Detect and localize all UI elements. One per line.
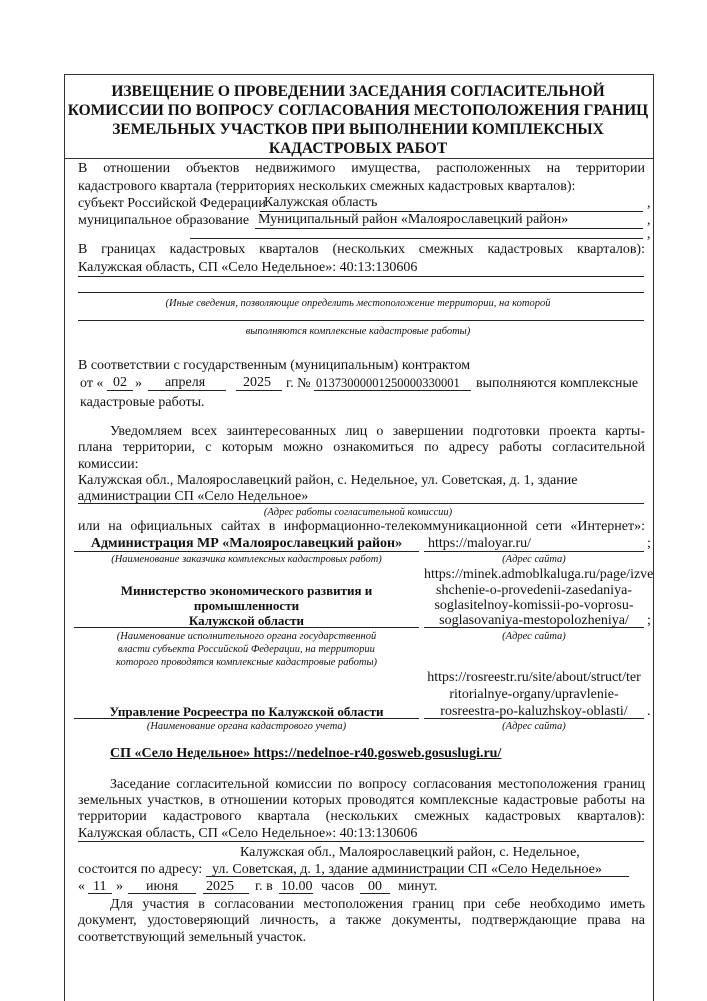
notify-line-2: плана территории, с которым можно ознакомиться по адресу работы согласительной: [78, 440, 645, 455]
other-info-caption-2: выполняются комплексные кадастровые работы): [245, 326, 471, 337]
meeting-min: 00: [368, 879, 382, 894]
meeting-quarter-underline: [78, 841, 644, 842]
meeting-year-underline: [203, 893, 249, 894]
contract-line-1: В соответствии с государственным (муниципальным) контрактом: [78, 358, 471, 373]
ministry-line-1: Министерство экономического развития и: [120, 583, 373, 598]
meeting-address-1: Калужская обл., Малоярославецкий район, с. Недельное,: [240, 845, 580, 860]
sp-site-link[interactable]: СП «Село Недельное» https://nedelnoe-r40.gosweb.gosuslugi.ru/: [110, 746, 502, 761]
quarter-value: Калужская область, СП «Село Недельное»: 40:13:130606: [78, 260, 418, 275]
ministry-site-2[interactable]: shchenie-o-provedenii-zasedaniya-: [436, 583, 632, 598]
address-caption: (Адрес работы согласительной комиссии): [263, 507, 453, 518]
meeting-quarter: Калужская область, СП «Село Недельное»: 40:13:130606: [78, 826, 418, 841]
rosreestr-period: .: [647, 704, 651, 719]
rosreestr-site-3[interactable]: rosreestra-po-kaluzhskoy-oblasti/: [440, 704, 628, 719]
municipal-underline: [255, 228, 643, 229]
final-line-3: соответствующий земельный участок.: [78, 930, 307, 945]
meeting-line-1: Заседание согласительной комиссии по вопросу согласования местоположения границ: [110, 777, 645, 792]
address-line-2: администрации СП «Село Недельное»: [78, 489, 309, 504]
ministry-semicolon: ;: [647, 613, 651, 628]
other-info-underline-2: [78, 320, 644, 321]
ministry-line-3: Калужской области: [188, 613, 305, 628]
intro-line-2: кадастрового квартала (территориях нескольких смежных кадастровых кварталов):: [78, 179, 576, 194]
blank-underline: [190, 238, 643, 239]
final-line-1: Для участия в согласовании местоположения границ при себе необходимо иметь: [110, 897, 645, 912]
meeting-hour-underline: [279, 893, 313, 894]
rosreestr-site-2[interactable]: ritorialnye-organy/upravlenie-: [449, 687, 619, 702]
rosreestr-site-caption: (Адрес сайта): [502, 721, 566, 732]
meeting-day: 11: [93, 879, 107, 894]
contract-day: 02: [113, 375, 127, 390]
customer-caption: (Наименование заказчика комплексных кадастровых работ): [111, 554, 382, 565]
contract-year: 2025: [243, 375, 271, 390]
subject-comma: ,: [647, 196, 651, 211]
contract-month: апреля: [165, 375, 206, 390]
meeting-day-underline: [88, 893, 112, 894]
meeting-month-underline: [128, 893, 196, 894]
boundaries-line: В границах кадастровых кварталов (нескольких смежных кадастровых кварталов):: [78, 242, 645, 257]
meeting-hours-label: часов: [321, 879, 355, 894]
contract-tail: выполняются комплексные: [476, 376, 639, 391]
contract-close: »: [135, 376, 142, 391]
contract-day-underline: [107, 390, 133, 391]
rosreestr-name: Управление Росреестра по Калужской области: [109, 704, 384, 719]
address-line-1: Калужская обл., Малоярославецкий район, с. Недельное, ул. Советская, д. 1, здание: [78, 473, 578, 488]
meeting-address-underline: [206, 876, 629, 877]
notify-line-3: комиссии:: [78, 457, 139, 472]
final-line-2: документ, удостоверяющий личность, а также документы, подтверждающие права на: [78, 913, 645, 928]
customer-name: Администрация МР «Малоярославецкий район»: [90, 536, 403, 551]
subject-value: Калужская область: [264, 195, 378, 210]
exec-caption-1: (Наименование исполнительного органа государственной: [116, 631, 377, 642]
contract-year-underline: [236, 390, 282, 391]
contract-number-underline: [314, 390, 471, 391]
meeting-address-2: ул. Советская, д. 1, здание администрации СП «Село Недельное»: [212, 862, 602, 877]
municipal-value: Муниципальный район «Малоярославецкий район»: [258, 212, 569, 227]
contract-g: г. №: [286, 376, 311, 391]
other-info-caption-1: (Иные сведения, позволяющие определить местоположение территории, на которой: [165, 298, 551, 309]
contract-number: 01373000001250000330001: [316, 376, 460, 390]
internet-line: или на официальных сайтах в информационно-телекоммуникационной сети «Интернет»:: [78, 519, 645, 534]
customer-site-caption: (Адрес сайта): [502, 554, 566, 565]
meeting-g: г. в: [255, 879, 273, 894]
municipal-label: муниципальное образование: [78, 213, 250, 228]
ministry-site-3[interactable]: soglasitelnoy-komissii-po-voprosu-: [434, 598, 634, 613]
other-info-underline-1: [78, 292, 644, 293]
meeting-month: июня: [146, 879, 178, 894]
ministry-site-caption: (Адрес сайта): [502, 631, 566, 642]
subject-label: субъект Российской Федерации: [78, 196, 266, 211]
meeting-place-label: состоится по адресу:: [78, 862, 203, 877]
cadastral-caption: (Наименование органа кадастрового учета): [146, 721, 347, 732]
rosreestr-site-1[interactable]: https://rosreestr.ru/site/about/struct/ter: [427, 670, 641, 685]
meeting-year: 2025: [206, 879, 234, 894]
customer-semicolon: ;: [647, 536, 651, 551]
meeting-close-quote: »: [116, 879, 123, 894]
exec-caption-3: которого проводятся комплексные кадастровые работы): [115, 657, 378, 668]
meeting-line-2: земельных участков, в отношении которых проводятся комплексные кадастровые работы на: [78, 793, 645, 808]
exec-caption-2: власти субъекта Российской Федерации, на территории: [118, 644, 375, 655]
meeting-open-quote: «: [78, 879, 85, 894]
intro-line-1: В отношении объектов недвижимого имущества, расположенных на территории: [78, 161, 645, 176]
title-divider: [64, 158, 653, 159]
notify-line-1: Уведомляем всех заинтересованных лиц о завершении подготовки проекта карты-: [110, 424, 645, 439]
meeting-min-underline: [360, 893, 390, 894]
meeting-min-label: минут.: [398, 879, 438, 894]
notice-title: ИЗВЕЩЕНИЕ О ПРОВЕДЕНИИ ЗАСЕДАНИЯ СОГЛАСИТЕЛЬНОЙ КОМИССИИ ПО ВОПРОСУ СОГЛАСОВАНИЯ МЕСТОПОЛОЖЕНИЯ ГРАНИЦ ЗЕМЕЛЬНЫХ УЧАСТКОВ ПРИ ВЫПОЛНЕНИИ КОМПЛЕКСНЫХ КАДАСТРОВЫХ РАБОТ: [67, 83, 649, 157]
contract-month-underline: [148, 390, 226, 391]
municipal-comma: ,: [647, 213, 651, 228]
customer-site[interactable]: https://maloyar.ru/: [428, 536, 532, 551]
contract-from: от «: [80, 376, 104, 391]
ministry-line-2: промышленности: [193, 598, 300, 613]
meeting-hour: 10.00: [281, 879, 313, 894]
blank-comma: ,: [647, 227, 651, 242]
quarter-underline: [78, 276, 644, 277]
ministry-site-1[interactable]: https://minek.admoblkaluga.ru/page/izve: [424, 567, 654, 582]
ministry-site-4[interactable]: soglasovaniya-mestopolozheniya/: [439, 613, 629, 628]
meeting-line-3: территории кадастрового квартала (нескольких смежных кадастровых кварталов):: [78, 809, 645, 824]
contract-line-3: кадастровые работы.: [80, 395, 205, 410]
